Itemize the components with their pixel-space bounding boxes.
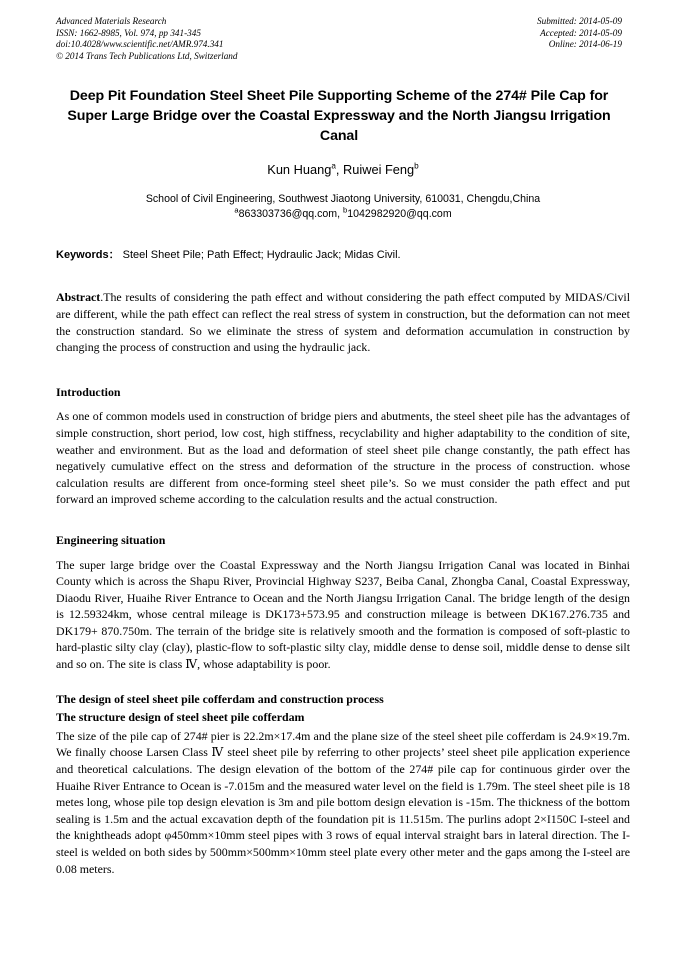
journal-issn: ISSN: 1662-8985, Vol. 974, pp 341-345 [56, 27, 201, 38]
email-mark-2: b [343, 205, 348, 215]
affiliation-line: School of Civil Engineering, Southwest Jiaotong University, 610031, Chengdu,China [145, 193, 541, 206]
keywords-colon: ： [108, 249, 120, 262]
journal-name: Advanced Materials Research [56, 16, 167, 26]
spacer [56, 370, 630, 384]
journal-header [56, 16, 630, 62]
abstract-text: .The results of considering the path effect and without considering the path effect computed by MIDAS/Civil are different, while the path effect can reflect the real stress of system in construction, but the deformation can not meet the construction standard. So we eliminate the stress of system and deformation accumulation in construction by changing the process of construction and using the hydraulic jack. [56, 290, 630, 355]
accepted-date: Accepted: 2014-05-09 [540, 27, 622, 38]
keywords-value: Steel Sheet Pile; Path Effect; Hydraulic Jack; Midas Civil. [122, 249, 401, 262]
page-title: Deep Pit Foundation Steel Sheet Pile Supporting Scheme of the 274# Pile Cap for Super Large Bridge over the Coastal Expressway and the North Jiangsu Irrigation Canal [67, 88, 611, 145]
abstract-paragraph [56, 289, 630, 355]
abstract-label: Abstract [56, 290, 101, 305]
section-heading-introduction: Introduction [56, 384, 121, 399]
keywords-label: Keywords [56, 249, 109, 262]
author-list [56, 162, 630, 178]
email-mark-1: a [234, 205, 239, 215]
journal-header-left [56, 16, 237, 62]
section-paragraph-introduction: As one of common models used in construction of bridge piers and abutments, the steel sheet pile has the advantages of simple construction, short period, low cost, high stiffness, recyclability and higher adaptability to the condition of site, weather and environment. But as the load and deformation of steel sheet pile change constantly, the path effect has negatively cumulative effect on the stress and deformation of the structure in the process of construction. whose calculation results are different from once-forming steel sheet pile’s. So we must consider the path effect and put forward an improved scheme according to the calculation results and the actual construction. [56, 409, 630, 507]
journal-doi: doi:10.4028/www.scientific.net/AMR.974.341 [56, 39, 224, 50]
author-separator: , [335, 162, 344, 178]
spacer [56, 522, 630, 532]
section-paragraph-structure-design: The size of the pile cap of 274# pier is 22.2m×17.4m and the plane size of the steel sheet pile cofferdam is 24.9×19.7m. We finally choose Larsen Class Ⅳ steel sheet pile by referring to other projects’ steel sheet pile application experience and theoretical calculations. The design elevation of the bottom of the 274# pile cap for continuous girder over the Huaihe River Entrance to Ocean is -7.015m and the measured water level on the field is 1.79m. The steel sheet pile is 18 metes long, whose pile top design elevation is 3m and pile bottom design elevation is -15m. The thickness of the bottom sealing is 1.5m and the actual excavation depth of the foundation pit is 11.515m. The purlins adopt 2×I150C I-steel and the knightheads adopt φ450mm×10mm steel pipes with 3 rows of equal interval straight bars in lateral direction. The I-steel is welded on both sides by 500mm×500mm×10mm steel plate every other meter and the gaps among the I-steel are 0.08 meters. [56, 728, 630, 876]
section-paragraph-engineering-situation: The super large bridge over the Coastal Expressway and the North Jiangsu Irrigation Canal was located in Binhai County which is across the Shapu River, Provincial Highway S237, Beiba Canal, Zhongba Canal, Coastal Expressway, Diaodu River, Huaihe River Entrance to Ocean and the North Jiangsu Irrigation Canal. The bridge length of the design is 12.59324km, whose central mileage is DK173+573.95 and construction mileage is between DK167.276.735 and DK179+ 870.750m. The terrain of the bridge site is relatively smooth and the formation is composed of soft-plastic to hard-plastic silty clay (clay), plastic-flow to soft-plastic silty clay, middle dense to dense soil, middle dense to dense silt and so on. The site is class Ⅳ, whose adaptability is poor. [56, 557, 630, 672]
section-heading-engineering-situation: Engineering situation [56, 532, 166, 547]
section-heading-design: The design of steel sheet pile cofferdam and construction process [56, 691, 384, 706]
keywords-line [56, 248, 630, 263]
submitted-date: Submitted: 2014-05-09 [537, 16, 622, 26]
email-line [56, 207, 630, 222]
subsection-heading-structure-design: The structure design of steel sheet pile cofferdam [56, 710, 305, 725]
journal-header-right [537, 16, 630, 51]
journal-copyright: © 2014 Trans Tech Publications Ltd, Switzerland [56, 50, 238, 61]
author-name-2: Ruiwei Feng [343, 162, 415, 178]
online-date: Online: 2014-06-19 [548, 39, 622, 50]
author-affiliation-mark-1: a [331, 162, 336, 172]
email-address-2: 1042982920@qq.com [347, 208, 452, 221]
author-affiliation-mark-2: b [414, 162, 419, 172]
email-address-1: 863303736@qq.com, [238, 208, 343, 221]
author-name-1: Kun Huang [267, 162, 332, 178]
